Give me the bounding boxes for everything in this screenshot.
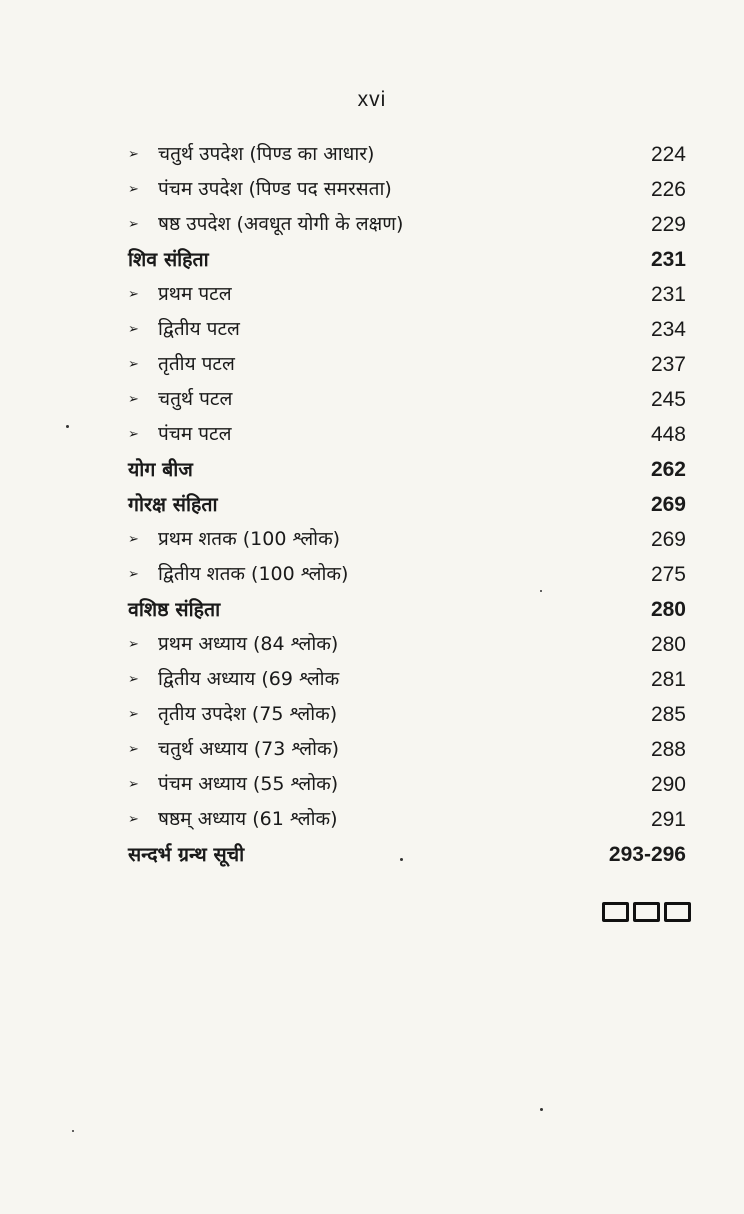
toc-page-number: 293-296 [608,843,686,866]
arrow-bullet-icon: ➢ [128,812,139,827]
arrow-bullet-icon: ➢ [128,707,139,722]
toc-entry-title: तृतीय उपदेश (75 श्लोक) [158,703,338,725]
print-speck [540,590,542,592]
toc-entry-title: शिव संहिता [128,248,209,271]
arrow-bullet-icon: ➢ [128,742,139,757]
toc-subentry [128,662,686,697]
toc-page-number: 231 [650,283,686,306]
toc-subentry [128,557,686,592]
toc-page-number: 448 [650,423,686,446]
toc-entry-title: पंचम उपदेश (पिण्ड पद समरसता) [158,178,392,200]
toc-subentry [128,382,686,417]
toc-page-number: 245 [650,388,686,411]
end-of-contents-mark [602,902,691,922]
toc-subentry [128,137,686,172]
arrow-bullet-icon: ➢ [128,182,139,197]
arrow-bullet-icon: ➢ [128,217,139,232]
toc-page-number: 229 [650,213,686,236]
toc-entry-title: सन्दर्भ ग्रन्थ सूची [128,843,245,866]
toc-page-number: 280 [650,633,686,656]
arrow-bullet-icon: ➢ [128,322,139,337]
arrow-bullet-icon: ➢ [128,357,139,372]
toc-subentry [128,172,686,207]
toc-entry-title: प्रथम अध्याय (84 श्लोक) [158,633,339,655]
toc-page-number: 290 [650,773,686,796]
toc-subentry [128,312,686,347]
toc-entry-title: तृतीय पटल [158,353,235,375]
toc-page-number: 275 [650,563,686,586]
toc-page-number: 231 [650,248,686,271]
toc-entry-title: पंचम पटल [158,423,232,445]
toc-section-entry [128,837,686,872]
toc-subentry [128,697,686,732]
toc-section-entry [128,487,686,522]
print-speck [540,1108,543,1111]
toc-section-entry [128,592,686,627]
end-box-icon [602,902,629,922]
arrow-bullet-icon: ➢ [128,287,139,302]
toc-entry-title: षष्ठम् अध्याय (61 श्लोक) [158,808,338,830]
toc-subentry [128,627,686,662]
toc-page-number: 281 [650,668,686,691]
toc-subentry [128,347,686,382]
toc-page-number: 262 [650,458,686,481]
toc-page-number: 280 [650,598,686,621]
arrow-bullet-icon: ➢ [128,427,139,442]
toc-section-entry [128,452,686,487]
toc-entry-title: चतुर्थ पटल [158,388,233,410]
arrow-bullet-icon: ➢ [128,637,139,652]
table-of-contents [128,137,686,872]
toc-entry-title: चतुर्थ अध्याय (73 श्लोक) [158,738,340,760]
toc-section-entry [128,242,686,277]
toc-page-number: 288 [650,738,686,761]
toc-page-number: 285 [650,703,686,726]
toc-entry-title: द्वितीय शतक (100 श्लोक) [158,563,349,585]
end-box-icon [664,902,691,922]
arrow-bullet-icon: ➢ [128,672,139,687]
toc-entry-title: षष्ठ उपदेश (अवधूत योगी के लक्षण) [158,213,404,235]
toc-subentry [128,417,686,452]
toc-page-number: 224 [650,143,686,166]
toc-entry-title: गोरक्ष संहिता [128,493,218,516]
toc-page-number: 226 [650,178,686,201]
toc-subentry [128,802,686,837]
toc-entry-title: द्वितीय अध्याय (69 श्लोक [158,668,340,690]
page-number: xvi [357,88,387,111]
toc-entry-title: योग बीज [128,458,193,481]
arrow-bullet-icon: ➢ [128,777,139,792]
toc-page-number: 291 [650,808,686,831]
toc-entry-title: वशिष्ठ संहिता [128,598,221,621]
toc-page-number: 269 [650,493,686,516]
toc-subentry [128,732,686,767]
toc-page-number: 234 [650,318,686,341]
arrow-bullet-icon: ➢ [128,147,139,162]
toc-subentry [128,207,686,242]
arrow-bullet-icon: ➢ [128,567,139,582]
toc-entry-title: द्वितीय पटल [158,318,240,340]
toc-entry-title: प्रथम शतक (100 श्लोक) [158,528,341,550]
toc-subentry [128,522,686,557]
toc-subentry [128,277,686,312]
arrow-bullet-icon: ➢ [128,532,139,547]
print-speck [400,858,403,861]
print-speck [66,425,69,428]
toc-page-number: 269 [650,528,686,551]
toc-entry-title: प्रथम पटल [158,283,232,305]
print-speck [72,1130,74,1132]
end-box-icon [633,902,660,922]
toc-entry-title: चतुर्थ उपदेश (पिण्ड का आधार) [158,143,375,165]
arrow-bullet-icon: ➢ [128,392,139,407]
toc-subentry [128,767,686,802]
toc-entry-title: पंचम अध्याय (55 श्लोक) [158,773,339,795]
toc-page-number: 237 [650,353,686,376]
